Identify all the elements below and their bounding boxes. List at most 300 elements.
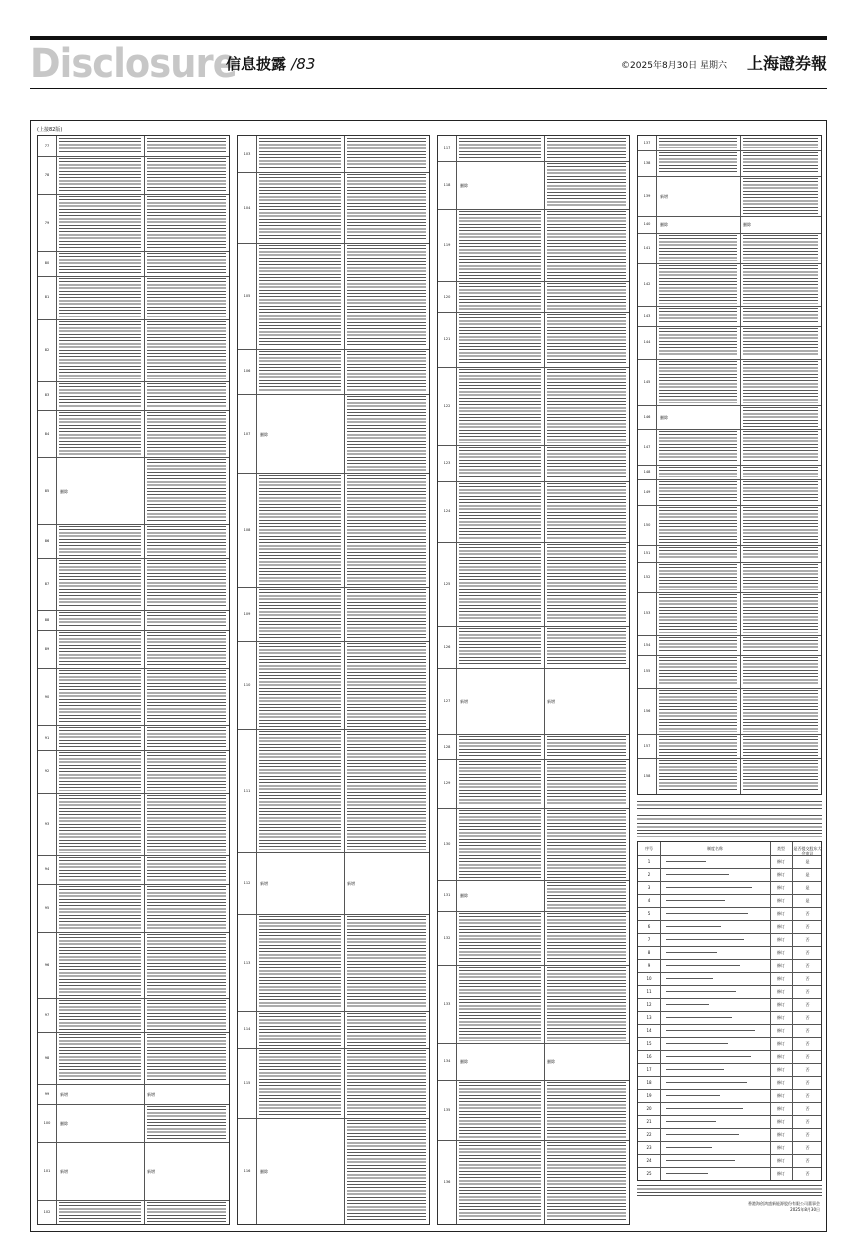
original-clause-text bbox=[259, 351, 341, 392]
revised-clause-text bbox=[347, 245, 426, 347]
row-number: 119 bbox=[443, 243, 451, 248]
row-divider bbox=[638, 1115, 821, 1116]
revised-clause-text bbox=[547, 314, 626, 364]
row-number: 109 bbox=[243, 612, 251, 617]
original-clause-text bbox=[659, 328, 737, 357]
original-clause-text bbox=[259, 475, 341, 585]
row-divider bbox=[238, 172, 429, 173]
masthead-bottom-rule bbox=[30, 88, 827, 89]
row-divider bbox=[638, 263, 821, 264]
original-clause-text bbox=[459, 447, 541, 480]
table-cell-type: 修订 bbox=[777, 911, 785, 916]
table-cell-type: 修订 bbox=[777, 1132, 785, 1137]
row-divider bbox=[438, 312, 629, 313]
table-cell-num: 13 bbox=[646, 1015, 652, 1020]
revised-clause-text bbox=[347, 396, 426, 472]
revised-clause-text bbox=[743, 178, 818, 214]
column-3 bbox=[437, 135, 630, 1225]
revised-clause-text bbox=[147, 1202, 226, 1222]
row-divider bbox=[238, 852, 429, 853]
change-type-label: 新增 bbox=[460, 699, 468, 705]
table-cell-name bbox=[666, 939, 744, 941]
row-number: 99 bbox=[44, 1092, 50, 1097]
table-cell-name bbox=[666, 1082, 747, 1084]
table-cell-type: 修订 bbox=[777, 989, 785, 994]
row-divider bbox=[638, 545, 821, 546]
table-cell-name bbox=[666, 1056, 751, 1058]
change-type-label: 删除 bbox=[260, 431, 268, 437]
revised-clause-text bbox=[743, 308, 818, 324]
original-clause-text bbox=[459, 369, 541, 443]
row-number: 88 bbox=[44, 618, 50, 623]
row-number: 81 bbox=[44, 295, 50, 300]
original-clause-text bbox=[459, 967, 541, 1041]
change-type-label: 删除 bbox=[547, 1059, 555, 1065]
table-cell-type: 修订 bbox=[777, 937, 785, 942]
table-cell-name bbox=[666, 978, 713, 980]
revised-clause-text bbox=[147, 196, 226, 249]
row-divider bbox=[438, 445, 629, 446]
row-number: 107 bbox=[243, 431, 251, 436]
original-clause-text bbox=[59, 158, 141, 192]
original-clause-text bbox=[459, 1142, 541, 1222]
ending-paragraph bbox=[637, 823, 822, 837]
row-number: 103 bbox=[243, 152, 251, 157]
row-divider bbox=[38, 524, 229, 525]
table-cell-name bbox=[666, 926, 721, 928]
column-divider bbox=[56, 136, 57, 1224]
change-type-label: 新增 bbox=[60, 1169, 68, 1175]
row-divider bbox=[438, 965, 629, 966]
original-clause-text bbox=[259, 916, 341, 1009]
row-number: 108 bbox=[243, 528, 251, 533]
revised-clause-text bbox=[147, 158, 226, 192]
table-header-type: 类型 bbox=[777, 846, 785, 851]
row-number: 117 bbox=[443, 146, 451, 151]
row-divider bbox=[638, 465, 821, 466]
row-divider bbox=[638, 907, 821, 908]
row-number: 120 bbox=[443, 294, 451, 299]
original-clause-text bbox=[459, 913, 541, 963]
row-divider bbox=[638, 1011, 821, 1012]
row-divider bbox=[238, 1118, 429, 1119]
original-clause-text bbox=[59, 795, 141, 853]
row-divider bbox=[638, 505, 821, 506]
signature-block bbox=[748, 1201, 820, 1213]
table-cell-num: 15 bbox=[646, 1041, 652, 1046]
revised-clause-text bbox=[547, 138, 626, 159]
revised-clause-text bbox=[743, 152, 818, 175]
table-cell-name bbox=[666, 1069, 724, 1071]
original-clause-text bbox=[59, 632, 141, 666]
row-divider bbox=[238, 394, 429, 395]
row-divider bbox=[38, 998, 229, 999]
table-cell-num: 4 bbox=[647, 898, 651, 903]
original-clause-text bbox=[59, 727, 141, 747]
row-divider bbox=[438, 759, 629, 760]
revised-clause-text bbox=[347, 138, 426, 170]
revised-clause-text bbox=[743, 265, 818, 304]
brand-logo: Disclosure bbox=[30, 41, 237, 87]
revised-clause-text bbox=[347, 643, 426, 727]
row-number: 77 bbox=[44, 143, 50, 148]
original-clause-text bbox=[659, 361, 737, 403]
revised-clause-text bbox=[147, 138, 226, 154]
revised-clause-text bbox=[743, 690, 818, 732]
table-cell-type: 修订 bbox=[777, 1158, 785, 1163]
change-type-label: 删除 bbox=[660, 414, 668, 420]
table-cell-review: 否 bbox=[805, 1041, 810, 1046]
original-clause-text bbox=[659, 564, 737, 590]
revised-clause-text bbox=[547, 913, 626, 963]
original-clause-text bbox=[59, 612, 141, 628]
revised-clause-text bbox=[147, 752, 226, 791]
revised-clause-text bbox=[147, 383, 226, 408]
section-name: 信息披露 bbox=[226, 55, 287, 73]
row-number: 153 bbox=[643, 611, 651, 616]
row-divider bbox=[238, 473, 429, 474]
row-divider bbox=[38, 725, 229, 726]
row-number: 158 bbox=[643, 773, 651, 778]
row-number: 149 bbox=[643, 489, 651, 494]
table-cell-type: 修订 bbox=[777, 950, 785, 955]
table-cell-num: 19 bbox=[646, 1093, 652, 1098]
original-clause-text bbox=[659, 152, 737, 175]
revised-clause-text bbox=[347, 916, 426, 1009]
row-divider bbox=[638, 1141, 821, 1142]
change-type-label: 新增 bbox=[660, 194, 668, 200]
row-divider bbox=[438, 209, 629, 210]
change-type-label: 删除 bbox=[660, 222, 668, 228]
row-divider bbox=[638, 1089, 821, 1090]
row-divider bbox=[38, 1104, 229, 1105]
table-cell-num: 23 bbox=[646, 1145, 652, 1150]
row-number: 147 bbox=[643, 444, 651, 449]
row-divider bbox=[638, 216, 821, 217]
content-frame bbox=[30, 120, 827, 1232]
original-clause-text bbox=[659, 594, 737, 633]
table-cell-num: 10 bbox=[646, 976, 652, 981]
row-divider bbox=[38, 1084, 229, 1085]
row-divider bbox=[638, 233, 821, 234]
revised-clause-text bbox=[347, 1050, 426, 1117]
revised-clause-text bbox=[147, 632, 226, 666]
row-divider bbox=[638, 1167, 821, 1168]
table-cell-num: 11 bbox=[646, 989, 652, 994]
row-number: 83 bbox=[44, 393, 50, 398]
original-clause-text bbox=[259, 1013, 341, 1045]
original-clause-text bbox=[659, 481, 737, 504]
original-clause-text bbox=[59, 412, 141, 456]
revised-clause-text bbox=[147, 934, 226, 997]
table-cell-name bbox=[666, 861, 706, 863]
revised-clause-text bbox=[347, 475, 426, 585]
row-number: 126 bbox=[443, 644, 451, 649]
original-clause-text bbox=[459, 736, 541, 757]
change-type-label: 新增 bbox=[547, 699, 555, 705]
revised-clause-text bbox=[147, 278, 226, 317]
table-cell-num: 7 bbox=[647, 937, 651, 942]
row-divider bbox=[638, 405, 821, 406]
original-clause-text bbox=[659, 736, 737, 755]
table-cell-num: 20 bbox=[646, 1106, 652, 1111]
masthead bbox=[30, 41, 827, 87]
row-divider bbox=[38, 1032, 229, 1033]
original-clause-text bbox=[59, 1000, 141, 1030]
change-type-label: 删除 bbox=[460, 183, 468, 189]
revised-clause-text bbox=[743, 235, 818, 261]
table-cell-name bbox=[666, 952, 717, 954]
original-clause-text bbox=[659, 690, 737, 732]
original-clause-text bbox=[659, 467, 737, 477]
row-number: 94 bbox=[44, 867, 50, 872]
original-clause-text bbox=[59, 321, 141, 379]
table-cell-name bbox=[666, 900, 725, 902]
table-cell-review: 否 bbox=[805, 1093, 810, 1098]
change-type-label: 新增 bbox=[60, 1092, 68, 1098]
table-cell-name bbox=[666, 1160, 735, 1162]
table-cell-num: 22 bbox=[646, 1132, 652, 1137]
masthead-top-rule bbox=[30, 36, 827, 40]
table-cell-type: 修订 bbox=[777, 1106, 785, 1111]
table-cell-name bbox=[666, 1017, 732, 1019]
table-cell-review: 否 bbox=[805, 937, 810, 942]
original-clause-text bbox=[459, 211, 541, 279]
revised-clause-text bbox=[147, 1000, 226, 1030]
row-divider bbox=[638, 881, 821, 882]
row-divider bbox=[38, 932, 229, 933]
row-divider bbox=[38, 319, 229, 320]
revised-clause-text bbox=[743, 507, 818, 543]
table-cell-name bbox=[666, 1004, 709, 1006]
row-number: 110 bbox=[243, 683, 251, 688]
table-cell-review: 否 bbox=[805, 1028, 810, 1033]
table-cell-review: 否 bbox=[805, 1067, 810, 1072]
table-cell-review: 否 bbox=[805, 1119, 810, 1124]
row-divider bbox=[438, 161, 629, 162]
revised-clause-text bbox=[147, 886, 226, 930]
table-cell-name bbox=[666, 1147, 712, 1149]
table-cell-type: 修订 bbox=[777, 976, 785, 981]
table-cell-type: 修订 bbox=[777, 963, 785, 968]
revised-clause-text bbox=[547, 283, 626, 310]
row-number: 118 bbox=[443, 183, 451, 188]
original-clause-text bbox=[59, 560, 141, 608]
row-number: 112 bbox=[243, 881, 251, 886]
row-divider bbox=[38, 630, 229, 631]
row-number: 115 bbox=[243, 1081, 251, 1086]
original-clause-text bbox=[59, 857, 141, 882]
revised-clause-text bbox=[547, 761, 626, 805]
row-divider bbox=[38, 156, 229, 157]
row-number: 79 bbox=[44, 220, 50, 225]
row-divider bbox=[38, 194, 229, 195]
table-cell-num: 9 bbox=[647, 963, 651, 968]
row-number: 150 bbox=[643, 523, 651, 528]
table-cell-num: 2 bbox=[647, 872, 651, 877]
revised-clause-text bbox=[147, 857, 226, 882]
revised-clause-text bbox=[547, 544, 626, 624]
row-divider bbox=[638, 972, 821, 973]
row-number: 128 bbox=[443, 744, 451, 749]
row-divider bbox=[638, 1063, 821, 1064]
table-cell-name bbox=[666, 1095, 720, 1097]
revised-clause-text bbox=[743, 467, 818, 477]
row-number: 140 bbox=[643, 222, 651, 227]
table-cell-name bbox=[666, 965, 740, 967]
revised-clause-text bbox=[743, 361, 818, 403]
row-divider bbox=[638, 326, 821, 327]
change-type-label: 新增 bbox=[147, 1092, 155, 1098]
row-number: 137 bbox=[643, 140, 651, 145]
original-clause-text bbox=[259, 138, 341, 170]
column-divider bbox=[144, 136, 145, 1224]
table-cell-review: 否 bbox=[805, 1132, 810, 1137]
revised-clause-text bbox=[347, 174, 426, 241]
revised-clause-text bbox=[547, 736, 626, 757]
table-cell-type: 修订 bbox=[777, 1171, 785, 1176]
table-cell-review: 否 bbox=[805, 1015, 810, 1020]
amendment-table-4 bbox=[637, 135, 822, 795]
table-header-review: 是否提交股东大会审议 bbox=[793, 846, 822, 856]
table-cell-review: 是 bbox=[805, 885, 810, 890]
table-cell-review: 否 bbox=[805, 1106, 810, 1111]
row-number: 92 bbox=[44, 769, 50, 774]
revised-clause-text bbox=[547, 1082, 626, 1138]
row-divider bbox=[238, 349, 429, 350]
change-type-label: 新增 bbox=[147, 1169, 155, 1175]
row-divider bbox=[638, 1102, 821, 1103]
table-cell-num: 12 bbox=[646, 1002, 652, 1007]
table-cell-type: 修订 bbox=[777, 859, 785, 864]
row-number: 133 bbox=[443, 1002, 451, 1007]
table-header-num: 序号 bbox=[645, 846, 653, 851]
amendment-table-2 bbox=[237, 135, 430, 1225]
revised-clause-text bbox=[547, 483, 626, 539]
table-cell-name bbox=[666, 913, 748, 915]
column-divider bbox=[456, 136, 457, 1224]
original-clause-text bbox=[59, 526, 141, 556]
row-divider bbox=[38, 276, 229, 277]
row-number: 82 bbox=[44, 347, 50, 352]
signature-date: 2025年8月30日 bbox=[790, 1207, 820, 1212]
row-divider bbox=[238, 1048, 429, 1049]
revised-clause-text bbox=[347, 351, 426, 392]
original-clause-text bbox=[659, 637, 737, 653]
table-cell-review: 否 bbox=[805, 911, 810, 916]
original-clause-text bbox=[459, 761, 541, 805]
revised-clause-text bbox=[147, 560, 226, 608]
table-cell-review: 否 bbox=[805, 1054, 810, 1059]
table-cell-type: 修订 bbox=[777, 1002, 785, 1007]
table-cell-num: 1 bbox=[647, 859, 651, 864]
original-clause-text bbox=[459, 283, 541, 310]
row-divider bbox=[238, 641, 429, 642]
revised-clause-text bbox=[743, 481, 818, 504]
row-number: 114 bbox=[243, 1027, 251, 1032]
newspaper-name: 上海證券報 bbox=[746, 54, 827, 73]
original-clause-text bbox=[459, 1082, 541, 1138]
row-divider bbox=[638, 933, 821, 934]
original-clause-text bbox=[259, 1050, 341, 1117]
row-number: 125 bbox=[443, 581, 451, 586]
original-clause-text bbox=[259, 245, 341, 347]
table-cell-review: 是 bbox=[805, 898, 810, 903]
table-cell-type: 修订 bbox=[777, 1145, 785, 1150]
row-number: 129 bbox=[443, 781, 451, 786]
row-number: 157 bbox=[643, 743, 651, 748]
row-number: 135 bbox=[443, 1107, 451, 1112]
revised-clause-text bbox=[147, 412, 226, 456]
table-cell-review: 否 bbox=[805, 924, 810, 929]
ending-paragraphs bbox=[637, 799, 822, 839]
original-clause-text bbox=[659, 235, 737, 261]
row-number: 136 bbox=[443, 1180, 451, 1185]
page-number: /83 bbox=[291, 55, 316, 73]
table-cell-type: 修订 bbox=[777, 1093, 785, 1098]
original-clause-text bbox=[59, 752, 141, 791]
row-divider bbox=[438, 367, 629, 368]
table-cell-num: 8 bbox=[647, 950, 651, 955]
row-divider bbox=[638, 1154, 821, 1155]
revised-clause-text bbox=[147, 612, 226, 628]
row-divider bbox=[438, 911, 629, 912]
row-divider bbox=[638, 562, 821, 563]
row-number: 151 bbox=[643, 551, 651, 556]
issue-date: ©2025年8月30日 星期六 bbox=[621, 61, 727, 71]
original-clause-text bbox=[459, 628, 541, 667]
row-divider bbox=[438, 542, 629, 543]
row-divider bbox=[38, 750, 229, 751]
row-divider bbox=[38, 410, 229, 411]
change-type-label: 删除 bbox=[60, 488, 68, 494]
revised-clause-text bbox=[547, 163, 626, 207]
original-clause-text bbox=[59, 138, 141, 154]
row-divider bbox=[638, 734, 821, 735]
table-cell-type: 修订 bbox=[777, 872, 785, 877]
row-divider bbox=[638, 998, 821, 999]
ending-paragraph bbox=[637, 815, 822, 820]
original-clause-text bbox=[59, 253, 141, 273]
row-divider bbox=[638, 150, 821, 151]
revised-clause-text bbox=[743, 760, 818, 792]
table-cell-num: 25 bbox=[646, 1171, 652, 1176]
change-type-label: 删除 bbox=[460, 1059, 468, 1065]
revised-clause-text bbox=[147, 670, 226, 723]
row-divider bbox=[638, 176, 821, 177]
revised-clause-text bbox=[147, 795, 226, 853]
row-number: 148 bbox=[643, 469, 651, 474]
original-clause-text bbox=[59, 1202, 141, 1222]
amendment-table-3 bbox=[437, 135, 630, 1225]
row-number: 93 bbox=[44, 821, 50, 826]
row-divider bbox=[638, 985, 821, 986]
original-clause-text bbox=[659, 760, 737, 792]
row-number: 132 bbox=[443, 935, 451, 940]
table-cell-name bbox=[666, 1108, 743, 1110]
row-number: 97 bbox=[44, 1013, 50, 1018]
row-number: 80 bbox=[44, 261, 50, 266]
original-clause-text bbox=[659, 308, 737, 324]
table-cell-review: 否 bbox=[805, 1158, 810, 1163]
row-number: 154 bbox=[643, 642, 651, 647]
original-clause-text bbox=[59, 196, 141, 249]
revised-clause-text bbox=[347, 589, 426, 639]
original-clause-text bbox=[259, 731, 341, 850]
table-cell-type: 修订 bbox=[777, 1067, 785, 1072]
row-divider bbox=[38, 884, 229, 885]
revised-clause-text bbox=[743, 657, 818, 686]
